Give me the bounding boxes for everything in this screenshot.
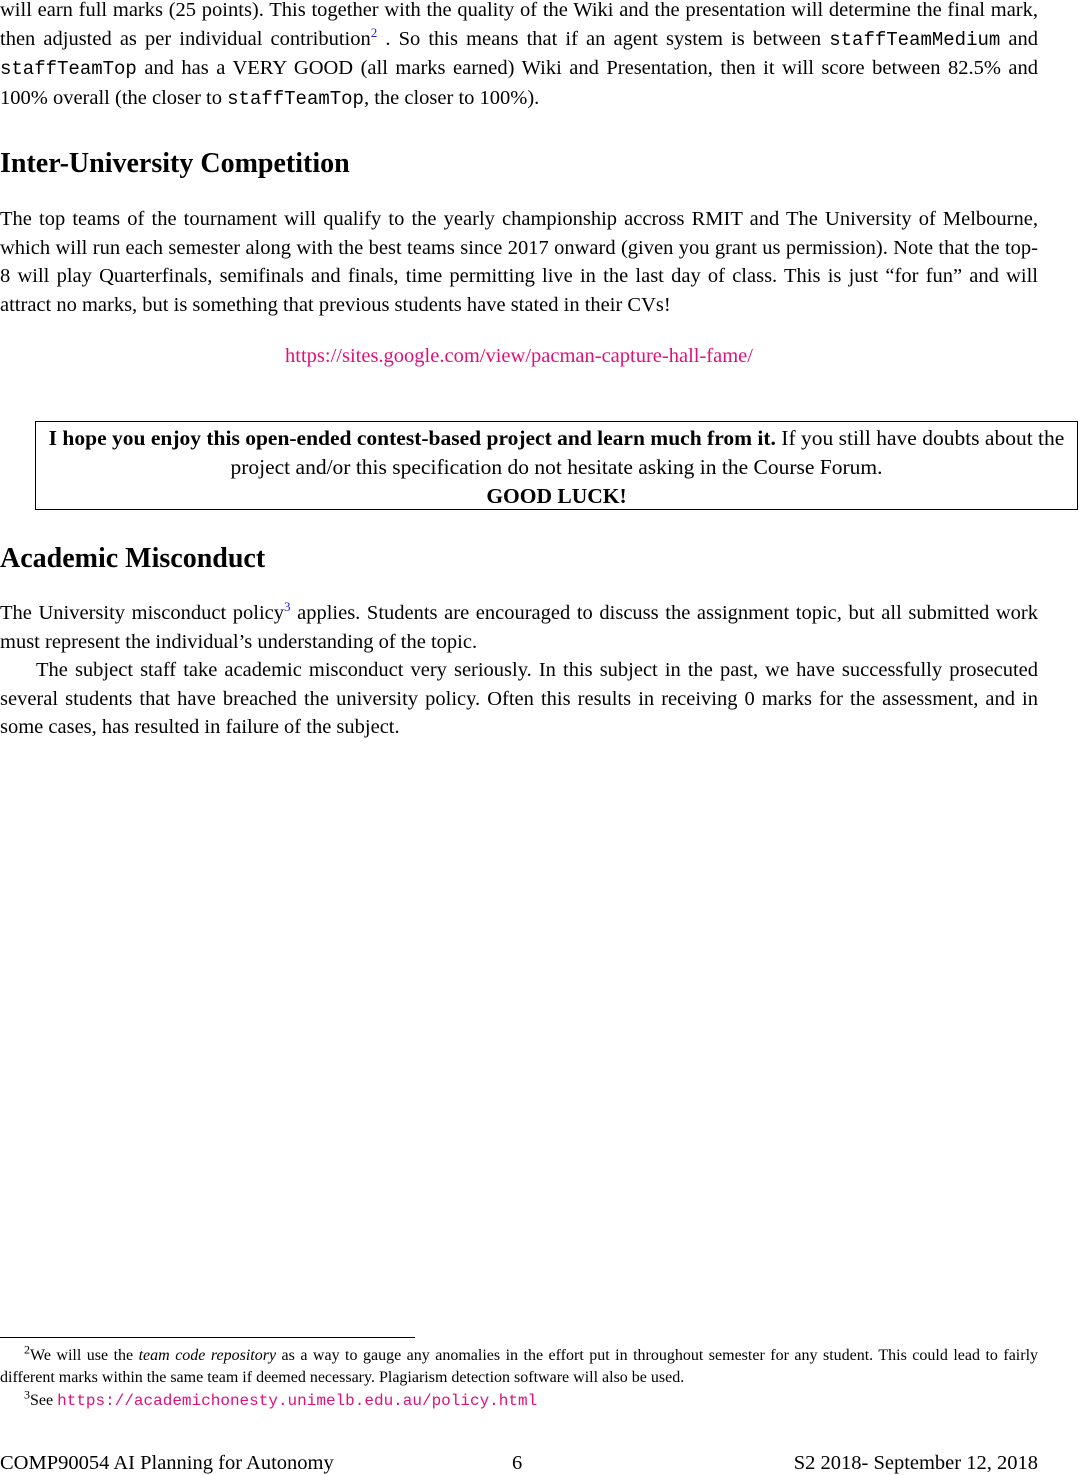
body-paragraph-misconduct-1: The University misconduct policy$^3$ applies. Students are encouraged to discuss the assignment topic, but all submitted work must represent the individual’s understanding of the topic.	[0, 599, 1038, 653]
footnote-ref-2[interactable]: 2	[370, 24, 378, 40]
closing-message-text: If you still have doubts about the project and/or this specification do not hesitate asking in the Course Forum.	[230, 426, 1065, 479]
body-paragraph-marks: will earn full marks (25 points). This together with the quality of the Wiki and the presentation will determine the final mark, then adjusted as per individual contribution$^2$ . So this means that if an agent system is between staffTeamMedium and staffTeamTop and has a VERY GOOD (all marks earned) Wiki and Presentation, then it will score between 82.5% and 100% overall (the closer to staffTeamTop, the closer to 100%).	[0, 0, 1038, 110]
footnote-ref-3[interactable]: 3	[284, 599, 291, 615]
footer-page-number: 6	[512, 1452, 523, 1474]
policy-link[interactable]: https://academichonesty.unimelb.edu.au/policy.html	[57, 1392, 538, 1410]
code-staffTeamMedium: staffTeamMedium	[829, 28, 1001, 51]
body-paragraph-misconduct-2: The subject staff take academic misconduct very seriously. In this subject in the past, we have successfully prosecuted several students that have breached the university policy. Often this results in receiving 0 marks for the assessment, and in some cases, has resulted in failure of the subject.	[0, 659, 1038, 738]
good-luck-text: GOOD LUCK!	[486, 484, 627, 508]
footnote-rule	[0, 1337, 415, 1338]
footer-course: COMP90054 AI Planning for Autonomy	[0, 1452, 334, 1474]
closing-message-bold: I hope you enjoy this open-ended contest-based project and learn much from it.	[48, 426, 776, 450]
code-staffTeamTop: staffTeamTop	[0, 58, 137, 80]
closing-message-box	[35, 421, 1078, 510]
section-heading-competition: Inter-University Competition	[0, 148, 350, 179]
footnote-3: $^3$See https://academichonesty.unimelb.edu.au/policy.html	[24, 1387, 538, 1410]
hall-of-fame-link[interactable]: https://sites.google.com/view/pacman-capture-hall-fame/	[285, 345, 753, 367]
footer-date: S2 2018- September 12, 2018	[793, 1452, 1038, 1474]
body-paragraph-competition: The top teams of the tournament will qualify to the yearly championship accross RMIT and The University of Melbourne, which will run each semester along with the best teams since 2017 onward (given you grant us permission). Note that the top-8 will play Quarterfinals, semifinals and finals, time permitting live in the last day of class. This is just “for fun” and will attract no marks, but is something that previous students have stated in their CVs!	[0, 208, 1038, 316]
section-heading-misconduct: Academic Misconduct	[0, 543, 266, 574]
footnote-2: $^2$We will use the team code repository as a way to gauge any anomalies in the effort put in throughout semester for any student. This could lead to fairly different marks within the same team if deemed necessary. Plagiarism detection software will also be used.	[0, 1342, 1039, 1386]
code-staffTeamTop-2: staffTeamTop	[227, 87, 364, 110]
